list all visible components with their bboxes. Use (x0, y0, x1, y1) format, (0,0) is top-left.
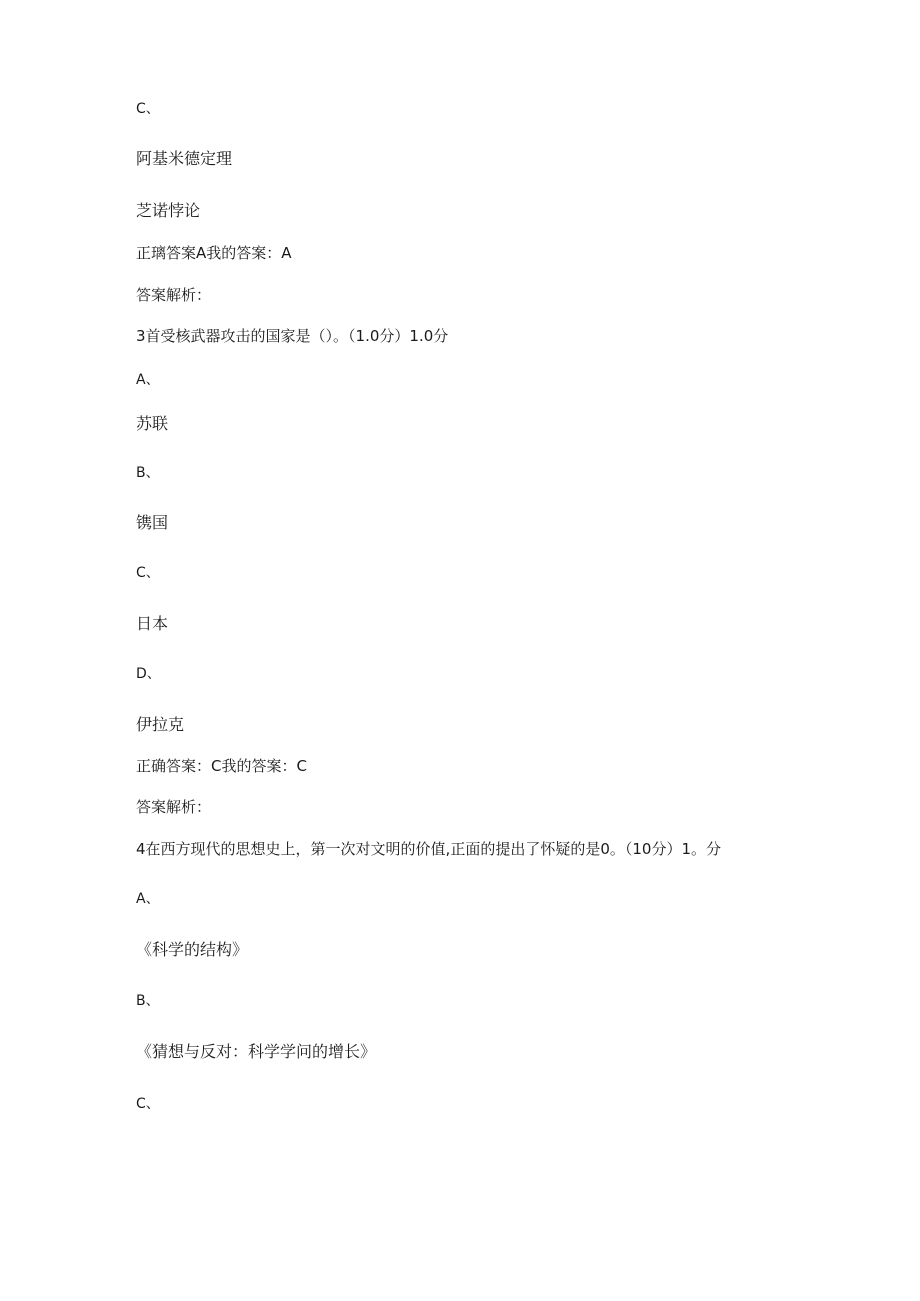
option-text: 镌国 (136, 513, 169, 532)
option-text: 阿基米德定理 (136, 149, 233, 168)
option-letter-a: A、 (136, 891, 160, 907)
question-4-title: 4在西方现代的思想史上，第一次对文明的价值,正面的提出了怀疑的是0。（10分）1。分 (136, 840, 721, 858)
option-letter-b: B、 (136, 993, 160, 1009)
option-letter-c: C、 (136, 1096, 160, 1112)
answer-analysis-label: 答案解析： (136, 798, 212, 816)
option-text: 《科学的结构》 (136, 940, 249, 959)
correct-answer-line: 正璃答案A我的答案：A (136, 244, 292, 262)
answer-analysis-label: 答案解析： (136, 286, 212, 304)
option-text: 芝诺悖论 (136, 201, 201, 220)
option-letter-a: A、 (136, 372, 160, 388)
option-text: 日本 (136, 614, 169, 633)
option-text: 伊拉克 (136, 715, 185, 734)
option-letter-b: B、 (136, 465, 160, 481)
option-letter-d: D、 (136, 666, 161, 682)
option-letter-c: C、 (136, 565, 160, 581)
option-text: 《猜想与反对：科学学问的增长》 (136, 1042, 377, 1061)
question-3-title: 3首受核武器攻击的国家是（）。（1.0分）1.0分 (136, 327, 449, 345)
option-text: 苏联 (136, 414, 169, 433)
option-letter-c: C、 (136, 101, 160, 117)
correct-answer-line: 正确答案：C我的答案：C (136, 757, 307, 775)
